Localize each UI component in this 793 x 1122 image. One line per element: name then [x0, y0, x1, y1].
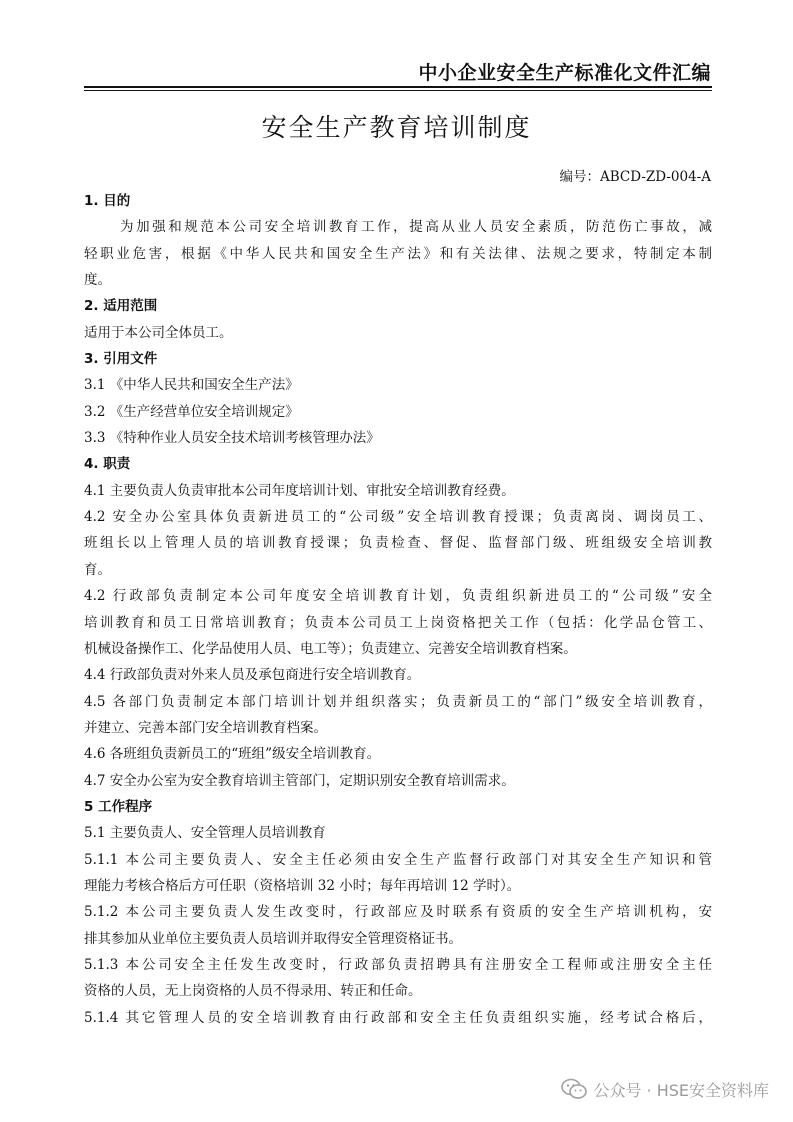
paragraph-line: 4.1 主要负责人负责审批本公司年度培训计划、审批安全培训教育经费。: [84, 482, 515, 499]
section-heading: 3. 引用文件: [84, 351, 158, 368]
section-heading: 1. 目的: [84, 193, 131, 209]
section-heading: 2. 适用范围: [84, 298, 158, 315]
paragraph-line: 5.1 主要负责人、安全管理人员培训教育: [84, 825, 326, 842]
reference-item: 3.1 《中华人民共和国安全生产法》: [84, 377, 299, 394]
watermark: [561, 1076, 769, 1102]
paragraph-line: 机械设备操作工、化学品使用人员、电工等）；负责建立、完善安全培训教育档案。: [84, 640, 577, 657]
paragraph-line: 5.1.4 其它管理人员的安全培训教育由行政部和安全主任负责组织实施，经考试合格后，: [84, 1009, 712, 1026]
watermark-text: 公众号 · HSE安全资料库: [593, 1080, 769, 1100]
paragraph-line: 资格的人员，无上岗资格的人员不得录用、转正和任命。: [84, 983, 422, 1000]
header-title: 中小企业安全生产标准化文件汇编: [418, 62, 711, 84]
paragraph-line: 4.4 行政部负责对外来人员及承包商进行安全培训教育。: [84, 667, 421, 684]
paragraph-line: 适用于本公司全体员工。: [84, 324, 233, 341]
paragraph-line: 4.5 各部门负责制定本部门培训计划并组织落实；负责新员工的“部门”级安全培训教育，: [84, 693, 712, 710]
document-body: [84, 188, 712, 1031]
paragraph-line: 度。: [84, 272, 111, 289]
paragraph-line: 4.2 行政部负责制定本公司年度安全培训教育计划，负责组织新进员工的“公司级”安全: [84, 588, 712, 605]
paragraph-line: 轻职业危害，根据《中华人民共和国安全生产法》和有关法律、法规之要求，特制定本制: [84, 245, 712, 262]
paragraph-line: 育。: [84, 561, 111, 578]
paragraph-line: 培训教育和员工日常培训教育；负责本公司员工上岗资格把关工作（包括：化学品仓管工、: [84, 614, 712, 631]
reference-item: 3.3 《特种作业人员安全技术培训考核管理办法》: [84, 430, 380, 447]
paragraph-line: 理能力考核合格后方可任职（资格培训 32 小时；每年再培训 12 学时）。: [84, 877, 521, 894]
paragraph-line: 4.7 安全办公室为安全教育培训主管部门，定期识别安全教育培训需求。: [84, 772, 515, 789]
section-heading: 4. 职责: [84, 456, 131, 473]
paragraph-line: 5.1.2 本公司主要负责人发生改变时，行政部应及时联系有资质的安全生产培训机构，安: [84, 904, 712, 921]
paragraph-line: 排其参加从业单位主要负责人员培训并取得安全管理资格证书。: [84, 930, 462, 947]
reference-item: 3.2 《生产经营单位安全培训规定》: [84, 403, 299, 420]
paragraph-line: 5.1.3 本公司安全主任发生改变时，行政部负责招聘具有注册安全工程师或注册安全主任: [84, 956, 712, 973]
paragraph-line: 为加强和规范本公司安全培训教育工作，提高从业人员安全素质，防范伤亡事故，减: [120, 219, 712, 236]
wechat-icon: [561, 1078, 587, 1100]
paragraph-line: 班组长以上管理人员的培训教育授课；负责检查、督促、监督部门级、班组级安全培训教: [84, 535, 712, 552]
header-rule-thin: [84, 90, 712, 91]
document-number: 编号：ABCD-ZD-004-A: [559, 169, 711, 185]
paragraph-line: 5.1.1 本公司主要负责人、安全主任必须由安全生产监督行政部门对其安全生产知识和管: [84, 851, 712, 868]
header-rule: [84, 86, 712, 88]
paragraph-line: 并建立、完善本部门安全培训教育档案。: [84, 719, 327, 736]
section-heading: 5 工作程序: [84, 798, 153, 815]
paragraph-line: 4.2 安全办公室具体负责新进员工的“公司级”安全培训教育授课；负责离岗、调岗员工、: [84, 509, 712, 526]
paragraph-line: 4.6 各班组负责新员工的“班组”级安全培训教育。: [84, 746, 381, 763]
document-title: 安全生产教育培训制度: [261, 113, 532, 142]
